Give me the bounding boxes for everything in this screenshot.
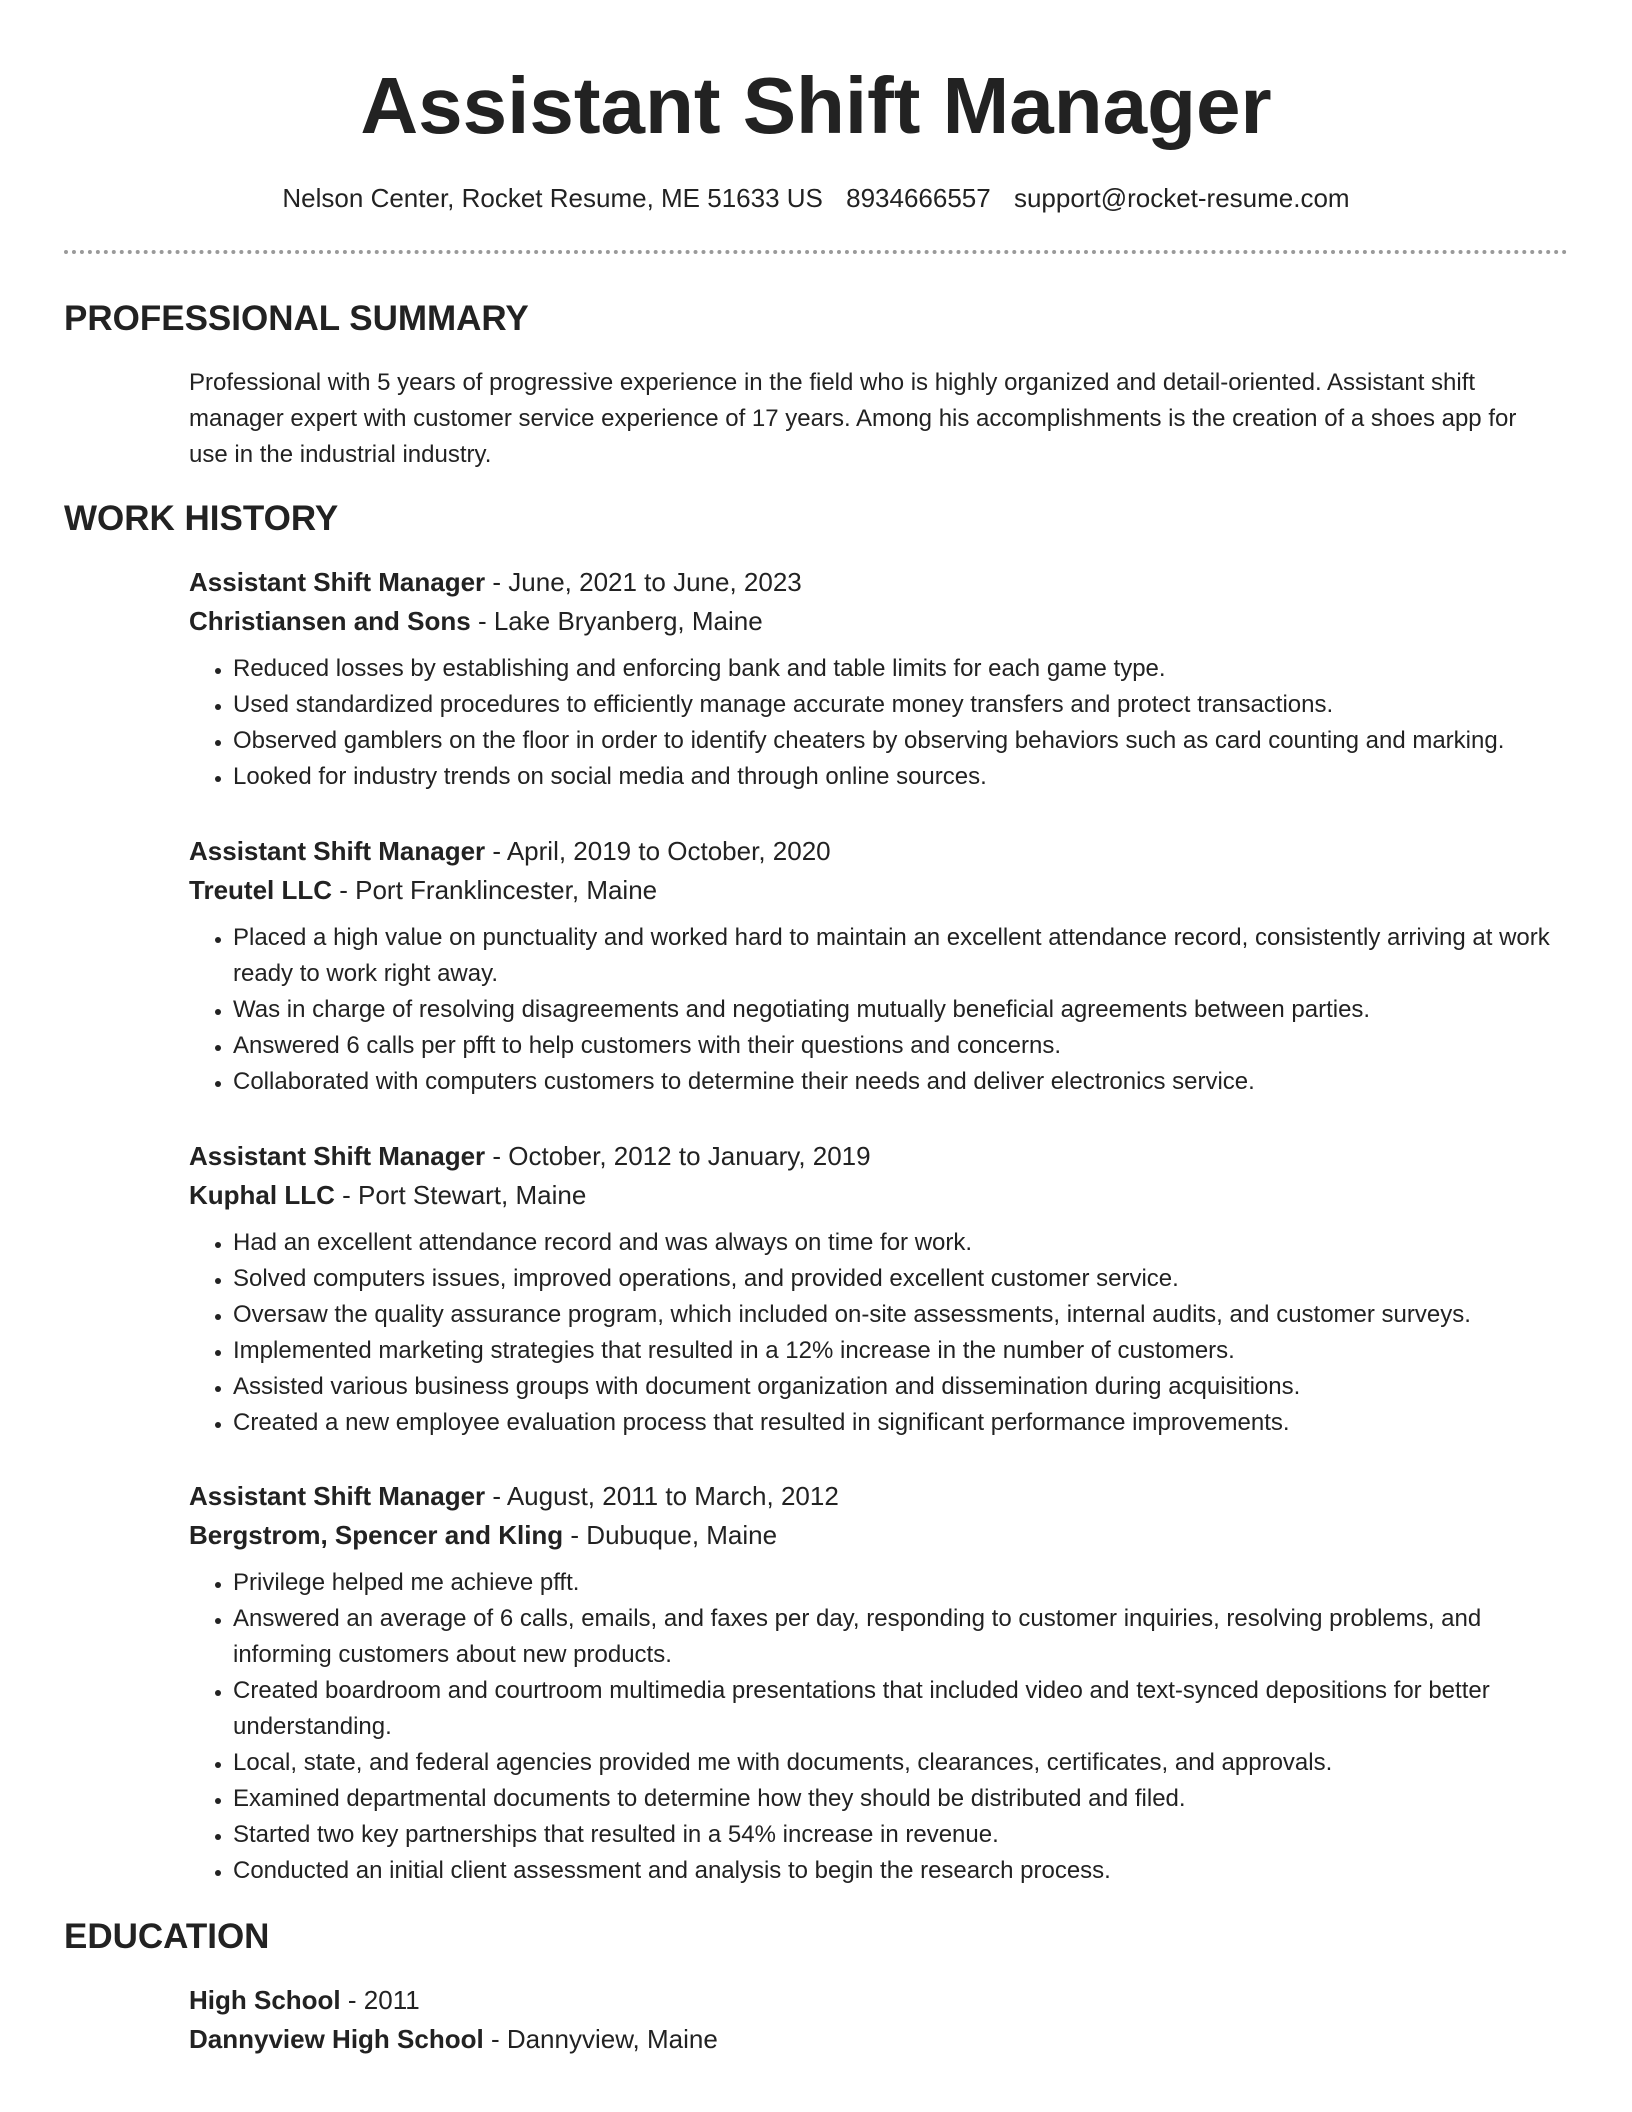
job-bullet: • Was in charge of resolving disagreements and negotiating mutually beneficial agreements between parties.	[233, 992, 1579, 1028]
job-bullets	[189, 651, 1579, 795]
job-company-line	[189, 1516, 1579, 1555]
job-title-line	[189, 1137, 1579, 1176]
job-bullet: • Implemented marketing strategies that resulted in a 12% increase in the number of customers.	[233, 1333, 1579, 1369]
job-entry	[189, 1137, 1579, 1441]
summary-heading: PROFESSIONAL SUMMARY	[64, 299, 529, 338]
job-entry	[189, 563, 1579, 795]
job-bullets	[189, 920, 1579, 1100]
job-bullet: • Answered an average of 6 calls, emails, and faxes per day, responding to customer inquiries, resolving problems, and informing customers about new products.	[233, 1601, 1579, 1673]
job-location: - Lake Bryanberg, Maine	[470, 606, 763, 636]
education-school-line	[189, 2020, 1579, 2059]
education-year: - 2011	[340, 1985, 420, 2015]
job-bullet: • Collaborated with computers customers to determine their needs and deliver electronics service.	[233, 1064, 1579, 1100]
contact-email: support@rocket-resume.com	[1013, 183, 1350, 213]
job-company-line	[189, 602, 1579, 641]
job-company: Kuphal LLC	[189, 1180, 335, 1210]
job-bullet: • Examined departmental documents to determine how they should be distributed and filed.	[233, 1781, 1579, 1817]
job-title-line	[189, 563, 1579, 602]
job-title-line	[189, 832, 1579, 871]
job-company: Christiansen and Sons	[189, 606, 471, 636]
job-dates: - October, 2012 to January, 2019	[485, 1141, 871, 1171]
job-bullet: • Solved computers issues, improved operations, and provided excellent customer service.	[233, 1261, 1579, 1297]
job-bullet: • Answered 6 calls per pfft to help customers with their questions and concerns.	[233, 1028, 1579, 1064]
job-title: Assistant Shift Manager	[189, 1481, 486, 1511]
job-title-line	[189, 1477, 1579, 1516]
education-school: Dannyview High School	[189, 2024, 484, 2054]
job-location: - Dubuque, Maine	[563, 1520, 778, 1550]
contact-address: Nelson Center, Rocket Resume, ME 51633 US	[282, 183, 823, 213]
job-bullet: • Placed a high value on punctuality and worked hard to maintain an excellent attendance record, consistently arriving at work ready to work right away.	[233, 920, 1579, 992]
summary-text: Professional with 5 years of progressive experience in the field who is highly organized and detail-oriented. Assistant shift manager expert with customer service experience of 17 years. Among his accomplishments is the creation of a shoes app for use in the industrial industry.	[189, 369, 1517, 468]
job-dates: - June, 2021 to June, 2023	[485, 567, 802, 597]
job-bullet: • Assisted various business groups with document organization and dissemination during acquisitions.	[233, 1369, 1579, 1405]
job-bullet: • Oversaw the quality assurance program, which included on-site assessments, internal audits, and customer surveys.	[233, 1297, 1579, 1333]
work-history-heading: WORK HISTORY	[64, 499, 339, 538]
job-title: Assistant Shift Manager	[189, 1141, 486, 1171]
job-bullet: • Privilege helped me achieve pfft.	[233, 1565, 1579, 1601]
job-bullet: • Conducted an initial client assessment and analysis to begin the research process.	[233, 1853, 1579, 1889]
job-bullet: • Looked for industry trends on social media and through online sources.	[233, 759, 1579, 795]
job-bullet: • Used standardized procedures to efficiently manage accurate money transfers and protect transactions.	[233, 687, 1579, 723]
job-location: - Port Stewart, Maine	[334, 1180, 587, 1210]
job-title: Assistant Shift Manager	[189, 836, 486, 866]
education-heading: EDUCATION	[64, 1917, 270, 1956]
job-bullet: • Reduced losses by establishing and enforcing bank and table limits for each game type.	[233, 651, 1579, 687]
job-bullet: • Local, state, and federal agencies provided me with documents, clearances, certificates, and approvals.	[233, 1745, 1579, 1781]
education-location: - Dannyview, Maine	[483, 2024, 718, 2054]
resume-title: Assistant Shift Manager	[360, 61, 1272, 150]
job-bullet: • Had an excellent attendance record and was always on time for work.	[233, 1225, 1579, 1261]
job-entry	[189, 1477, 1579, 1889]
job-company-line	[189, 1176, 1579, 1215]
job-location: - Port Franklincester, Maine	[332, 875, 658, 905]
job-bullet: • Created boardroom and courtroom multimedia presentations that included video and text-synced depositions for better understanding.	[233, 1673, 1579, 1745]
job-company: Treutel LLC	[189, 875, 333, 905]
job-dates: - April, 2019 to October, 2020	[485, 836, 831, 866]
education-degree: High School	[189, 1985, 341, 2015]
job-bullets	[189, 1565, 1579, 1889]
job-dates: - August, 2011 to March, 2012	[485, 1481, 839, 1511]
header-divider	[64, 250, 1568, 254]
job-title: Assistant Shift Manager	[189, 567, 486, 597]
job-bullet: • Created a new employee evaluation process that resulted in significant performance improvements.	[233, 1405, 1579, 1441]
job-entry	[189, 832, 1579, 1100]
education-degree-line	[189, 1981, 1579, 2020]
contact-info	[0, 180, 1632, 216]
job-bullets	[189, 1225, 1579, 1441]
job-bullet: • Started two key partnerships that resulted in a 54% increase in revenue.	[233, 1817, 1579, 1853]
job-bullet: • Observed gamblers on the floor in order to identify cheaters by observing behaviors such as card counting and marking.	[233, 723, 1579, 759]
job-company: Bergstrom, Spencer and Kling	[189, 1520, 564, 1550]
job-company-line	[189, 871, 1579, 910]
education-entry	[189, 1981, 1579, 2059]
contact-phone: 8934666557	[846, 183, 991, 213]
